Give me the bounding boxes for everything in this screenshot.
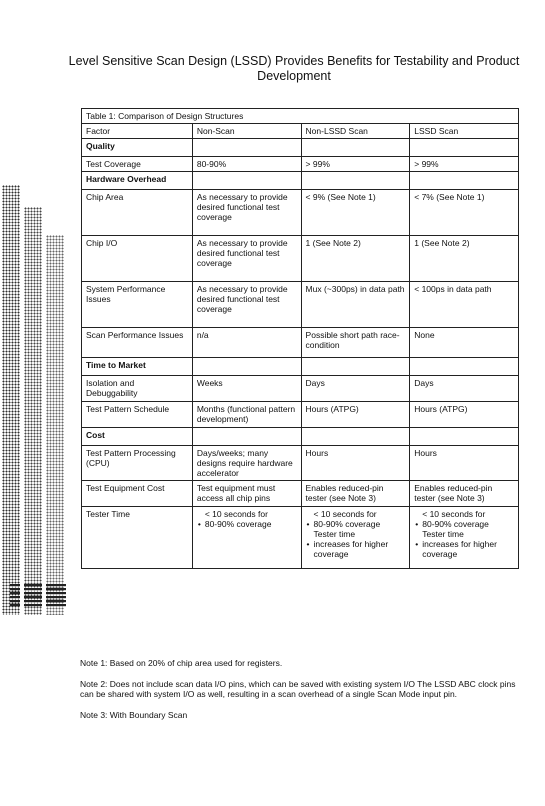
- header-non-lssd-scan: Non-LSSD Scan: [301, 124, 410, 139]
- factor-cell: Tester Time: [82, 507, 193, 569]
- non-scan-cell: Days/weeks; many designs require hardware accelerator: [192, 446, 301, 481]
- section-row-cost: [82, 428, 519, 446]
- section-label: Hardware Overhead: [82, 172, 193, 190]
- table-row: [82, 481, 519, 507]
- factor-cell: Chip Area: [82, 190, 193, 236]
- lssd-cell: 1 (See Note 2): [410, 236, 519, 282]
- notes-section: [80, 658, 530, 730]
- non-scan-cell: As necessary to provide desired functional test coverage: [192, 190, 301, 236]
- non-lssd-cell: Hours: [301, 446, 410, 481]
- non-lssd-cell: Mux (~300ps) in data path: [301, 282, 410, 328]
- table-row: [82, 282, 519, 328]
- section-row-time-to-market: [82, 358, 519, 376]
- table-row: [82, 190, 519, 236]
- note-2: Note 2: Does not include scan data I/O pins, which can be saved with existing system I/O The LSSD ABC clock pins can be shared with system I/O as well, resulting in a scan overhead of a single Scan Mode input pin.: [80, 678, 516, 699]
- non-lssd-cell: Possible short path race-condition: [301, 328, 410, 358]
- factor-cell: Test Pattern Schedule: [82, 402, 193, 428]
- table-caption-row: [82, 109, 519, 124]
- cell-line: Tester time: [313, 529, 356, 539]
- bullet-line: • increases for higher coverage: [414, 539, 514, 559]
- lssd-cell: None: [410, 328, 519, 358]
- factor-cell: Isolation and Debuggability: [82, 376, 193, 402]
- header-lssd-scan: LSSD Scan: [410, 124, 519, 139]
- empty-cell: [192, 428, 301, 446]
- ibm-logo-icon: [8, 582, 68, 612]
- empty-cell: [301, 139, 410, 157]
- empty-cell: [192, 358, 301, 376]
- section-label: Cost: [82, 428, 193, 446]
- cell-line: < 10 seconds for: [204, 509, 268, 519]
- comparison-table-container: [81, 108, 519, 569]
- table-caption: Table 1: Comparison of Design Structures: [82, 109, 519, 124]
- table-header-row: [82, 124, 519, 139]
- empty-cell: [301, 428, 410, 446]
- factor-cell: Test Equipment Cost: [82, 481, 193, 507]
- table-row: [82, 376, 519, 402]
- bullet-line: • 80-90% coverage: [197, 519, 297, 529]
- lssd-cell: Enables reduced-pin tester (see Note 3): [410, 481, 519, 507]
- non-lssd-cell: 1 (See Note 2): [301, 236, 410, 282]
- factor-cell: Test Coverage: [82, 157, 193, 172]
- non-scan-cell: Test equipment must access all chip pins: [192, 481, 301, 507]
- non-scan-cell: n/a: [192, 328, 301, 358]
- bullet-line: • 80-90% coverage: [306, 519, 406, 529]
- non-lssd-cell: [301, 507, 410, 569]
- non-lssd-cell: Enables reduced-pin tester (see Note 3): [301, 481, 410, 507]
- table-row: [82, 446, 519, 481]
- section-row-hardware-overhead: [82, 172, 519, 190]
- table-row-tester-time: [82, 507, 519, 569]
- table-row: [82, 157, 519, 172]
- lssd-cell: Hours: [410, 446, 519, 481]
- note-1: Note 1: Based on 20% of chip area used for registers.: [80, 658, 283, 668]
- halftone-decoration: [0, 185, 74, 615]
- lssd-cell: < 100ps in data path: [410, 282, 519, 328]
- empty-cell: [410, 172, 519, 190]
- lssd-cell: Days: [410, 376, 519, 402]
- non-lssd-cell: Days: [301, 376, 410, 402]
- empty-cell: [410, 428, 519, 446]
- empty-cell: [192, 172, 301, 190]
- non-lssd-cell: > 99%: [301, 157, 410, 172]
- non-lssd-cell: < 9% (See Note 1): [301, 190, 410, 236]
- factor-cell: Chip I/O: [82, 236, 193, 282]
- lssd-cell: < 7% (See Note 1): [410, 190, 519, 236]
- table-row: [82, 402, 519, 428]
- non-scan-cell: As necessary to provide desired functional test coverage: [192, 236, 301, 282]
- section-row-quality: [82, 139, 519, 157]
- header-non-scan: Non-Scan: [192, 124, 301, 139]
- comparison-table: [81, 108, 519, 569]
- cell-line: Tester time: [422, 529, 464, 539]
- empty-cell: [192, 139, 301, 157]
- non-scan-cell: Weeks: [192, 376, 301, 402]
- factor-cell: Scan Performance Issues: [82, 328, 193, 358]
- lssd-cell: [410, 507, 519, 569]
- header-factor: Factor: [82, 124, 193, 139]
- empty-cell: [301, 358, 410, 376]
- lssd-cell: > 99%: [410, 157, 519, 172]
- bullet-line: • increases for higher coverage: [306, 539, 406, 559]
- factor-cell: Test Pattern Processing (CPU): [82, 446, 193, 481]
- empty-cell: [410, 358, 519, 376]
- non-scan-cell: Months (functional pattern development): [192, 402, 301, 428]
- bullet-line: • 80-90% coverage: [414, 519, 514, 529]
- non-scan-cell: 80-90%: [192, 157, 301, 172]
- table-row: [82, 236, 519, 282]
- empty-cell: [410, 139, 519, 157]
- note-3: Note 3: With Boundary Scan: [80, 709, 188, 720]
- empty-cell: [301, 172, 410, 190]
- lssd-cell: Hours (ATPG): [410, 402, 519, 428]
- factor-cell: System Performance Issues: [82, 282, 193, 328]
- cell-line: < 10 seconds for: [422, 509, 486, 519]
- section-label: Quality: [82, 139, 193, 157]
- non-lssd-cell: Hours (ATPG): [301, 402, 410, 428]
- non-scan-cell: As necessary to provide desired functional test coverage: [192, 282, 301, 328]
- cell-line: < 10 seconds for: [313, 509, 377, 519]
- section-label: Time to Market: [82, 358, 193, 376]
- document-title: Level Sensitive Scan Design (LSSD) Provides Benefits for Testability and Product Development: [68, 54, 520, 83]
- table-row: [82, 328, 519, 358]
- non-scan-cell: [192, 507, 301, 569]
